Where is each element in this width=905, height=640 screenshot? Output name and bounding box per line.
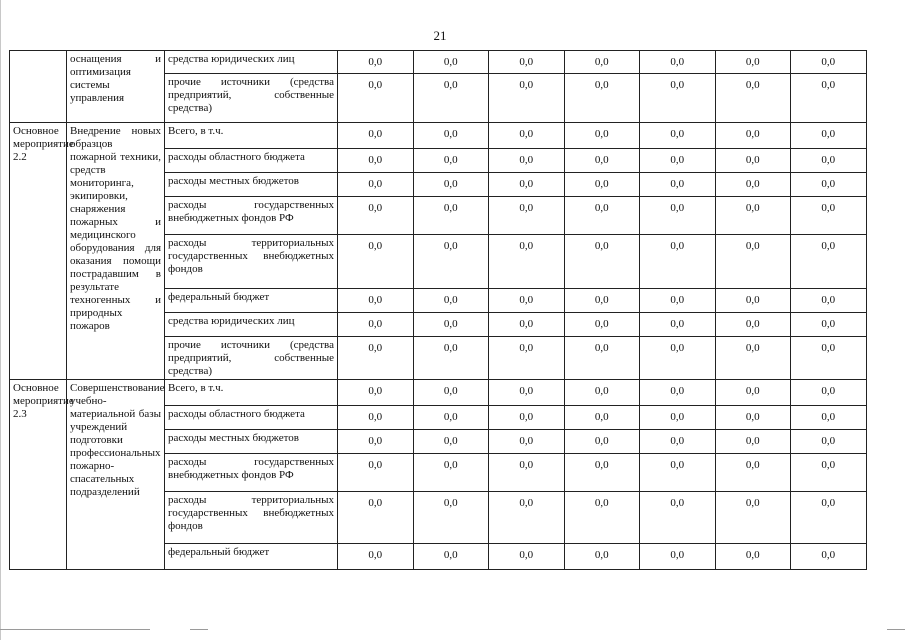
value-cell: 0,0 (338, 74, 414, 123)
funding-source-cell: федеральный бюджет (165, 289, 338, 313)
value-cell: 0,0 (791, 380, 867, 406)
value-cell: 0,0 (640, 492, 716, 544)
event-title-cell: Совершенствование учебно-материальной базы учреждений подготовки профессиональных пожарно-спасательных подразделений (67, 380, 165, 570)
value-cell: 0,0 (715, 337, 791, 380)
value-cell: 0,0 (338, 235, 414, 289)
value-cell: 0,0 (791, 544, 867, 570)
value-cell: 0,0 (413, 149, 489, 173)
value-cell: 0,0 (564, 235, 640, 289)
value-cell: 0,0 (715, 313, 791, 337)
value-cell: 0,0 (413, 235, 489, 289)
value-cell: 0,0 (413, 197, 489, 235)
value-cell: 0,0 (413, 51, 489, 74)
value-cell: 0,0 (564, 74, 640, 123)
value-cell: 0,0 (489, 406, 565, 430)
value-cell: 0,0 (791, 313, 867, 337)
value-cell: 0,0 (791, 74, 867, 123)
value-cell: 0,0 (564, 430, 640, 454)
value-cell: 0,0 (715, 406, 791, 430)
budget-table (9, 50, 867, 570)
value-cell: 0,0 (640, 197, 716, 235)
table-row (10, 123, 867, 149)
value-cell: 0,0 (564, 313, 640, 337)
value-cell: 0,0 (715, 173, 791, 197)
footer-rule-mark (190, 629, 208, 630)
value-cell: 0,0 (413, 544, 489, 570)
value-cell: 0,0 (338, 430, 414, 454)
value-cell: 0,0 (338, 123, 414, 149)
value-cell: 0,0 (489, 197, 565, 235)
value-cell: 0,0 (413, 430, 489, 454)
event-title-cell: Внедрение новых образцов пожарной техники, средств мониторинга, экипировки, снаряжения пожарных и медицинского оборудования для оказания помощи пострадавшим в результате техногенных и природных пожаров (67, 123, 165, 380)
left-margin-line (0, 0, 1, 640)
value-cell: 0,0 (413, 123, 489, 149)
value-cell: 0,0 (791, 492, 867, 544)
value-cell: 0,0 (413, 289, 489, 313)
value-cell: 0,0 (489, 173, 565, 197)
funding-source-cell: расходы местных бюджетов (165, 430, 338, 454)
value-cell: 0,0 (640, 51, 716, 74)
value-cell: 0,0 (338, 492, 414, 544)
value-cell: 0,0 (413, 492, 489, 544)
funding-source-cell: расходы областного бюджета (165, 406, 338, 430)
value-cell: 0,0 (640, 544, 716, 570)
value-cell: 0,0 (640, 173, 716, 197)
footer-rule-left (0, 629, 150, 630)
funding-source-cell: Всего, в т.ч. (165, 123, 338, 149)
value-cell: 0,0 (791, 173, 867, 197)
value-cell: 0,0 (489, 492, 565, 544)
value-cell: 0,0 (564, 289, 640, 313)
value-cell: 0,0 (715, 430, 791, 454)
value-cell: 0,0 (338, 406, 414, 430)
value-cell: 0,0 (640, 235, 716, 289)
value-cell: 0,0 (564, 492, 640, 544)
funding-source-cell: средства юридических лиц (165, 51, 338, 74)
value-cell: 0,0 (338, 544, 414, 570)
value-cell: 0,0 (564, 406, 640, 430)
value-cell: 0,0 (489, 544, 565, 570)
funding-source-cell: расходы территориальных государственных внебюджетных фондов (165, 235, 338, 289)
value-cell: 0,0 (564, 337, 640, 380)
value-cell: 0,0 (715, 380, 791, 406)
value-cell: 0,0 (640, 289, 716, 313)
value-cell: 0,0 (715, 289, 791, 313)
event-title-cell: оснащения и оптимизация системы управления (67, 51, 165, 123)
value-cell: 0,0 (791, 289, 867, 313)
funding-source-cell: Всего, в т.ч. (165, 380, 338, 406)
value-cell: 0,0 (640, 430, 716, 454)
value-cell: 0,0 (338, 51, 414, 74)
value-cell: 0,0 (640, 337, 716, 380)
funding-source-cell: федеральный бюджет (165, 544, 338, 570)
value-cell: 0,0 (791, 235, 867, 289)
value-cell: 0,0 (715, 197, 791, 235)
value-cell: 0,0 (715, 74, 791, 123)
funding-source-cell: расходы областного бюджета (165, 149, 338, 173)
funding-source-cell: прочие источники (средства предприятий, собственные средства) (165, 74, 338, 123)
value-cell: 0,0 (413, 173, 489, 197)
value-cell: 0,0 (715, 492, 791, 544)
value-cell: 0,0 (791, 197, 867, 235)
value-cell: 0,0 (413, 74, 489, 123)
value-cell: 0,0 (413, 406, 489, 430)
value-cell: 0,0 (715, 454, 791, 492)
event-label-cell: Основное мероприятие 2.2 (10, 123, 67, 380)
value-cell: 0,0 (640, 149, 716, 173)
value-cell: 0,0 (715, 235, 791, 289)
value-cell: 0,0 (564, 544, 640, 570)
funding-source-cell: средства юридических лиц (165, 313, 338, 337)
value-cell: 0,0 (640, 454, 716, 492)
value-cell: 0,0 (564, 123, 640, 149)
value-cell: 0,0 (489, 380, 565, 406)
value-cell: 0,0 (791, 123, 867, 149)
funding-source-cell: расходы местных бюджетов (165, 173, 338, 197)
value-cell: 0,0 (715, 123, 791, 149)
value-cell: 0,0 (489, 51, 565, 74)
page-number: 21 (433, 28, 447, 43)
value-cell: 0,0 (413, 454, 489, 492)
funding-source-cell: прочие источники (средства предприятий, собственные средства) (165, 337, 338, 380)
value-cell: 0,0 (413, 313, 489, 337)
value-cell: 0,0 (791, 149, 867, 173)
value-cell: 0,0 (564, 380, 640, 406)
value-cell: 0,0 (715, 51, 791, 74)
funding-source-cell: расходы государственных внебюджетных фондов РФ (165, 454, 338, 492)
value-cell: 0,0 (715, 149, 791, 173)
table-row (10, 51, 867, 74)
value-cell: 0,0 (791, 454, 867, 492)
value-cell: 0,0 (489, 337, 565, 380)
value-cell: 0,0 (338, 313, 414, 337)
value-cell: 0,0 (338, 289, 414, 313)
value-cell: 0,0 (338, 337, 414, 380)
event-label-cell (10, 51, 67, 123)
value-cell: 0,0 (338, 380, 414, 406)
value-cell: 0,0 (791, 430, 867, 454)
value-cell: 0,0 (640, 406, 716, 430)
value-cell: 0,0 (564, 173, 640, 197)
value-cell: 0,0 (564, 197, 640, 235)
value-cell: 0,0 (640, 74, 716, 123)
value-cell: 0,0 (413, 337, 489, 380)
value-cell: 0,0 (489, 313, 565, 337)
value-cell: 0,0 (489, 289, 565, 313)
footer-rule-right (887, 629, 905, 630)
value-cell: 0,0 (489, 454, 565, 492)
value-cell: 0,0 (489, 430, 565, 454)
value-cell: 0,0 (791, 51, 867, 74)
value-cell: 0,0 (338, 197, 414, 235)
value-cell: 0,0 (564, 51, 640, 74)
value-cell: 0,0 (338, 149, 414, 173)
funding-source-cell: расходы территориальных государственных внебюджетных фондов (165, 492, 338, 544)
funding-source-cell: расходы государственных внебюджетных фондов РФ (165, 197, 338, 235)
value-cell: 0,0 (338, 454, 414, 492)
value-cell: 0,0 (338, 173, 414, 197)
value-cell: 0,0 (791, 406, 867, 430)
value-cell: 0,0 (640, 313, 716, 337)
value-cell: 0,0 (489, 149, 565, 173)
value-cell: 0,0 (640, 123, 716, 149)
value-cell: 0,0 (489, 74, 565, 123)
value-cell: 0,0 (413, 380, 489, 406)
table-body (10, 51, 867, 570)
value-cell: 0,0 (489, 123, 565, 149)
value-cell: 0,0 (564, 454, 640, 492)
value-cell: 0,0 (564, 149, 640, 173)
value-cell: 0,0 (791, 337, 867, 380)
event-label-cell: Основное мероприятие 2.3 (10, 380, 67, 570)
table-row (10, 380, 867, 406)
value-cell: 0,0 (640, 380, 716, 406)
value-cell: 0,0 (715, 544, 791, 570)
value-cell: 0,0 (489, 235, 565, 289)
